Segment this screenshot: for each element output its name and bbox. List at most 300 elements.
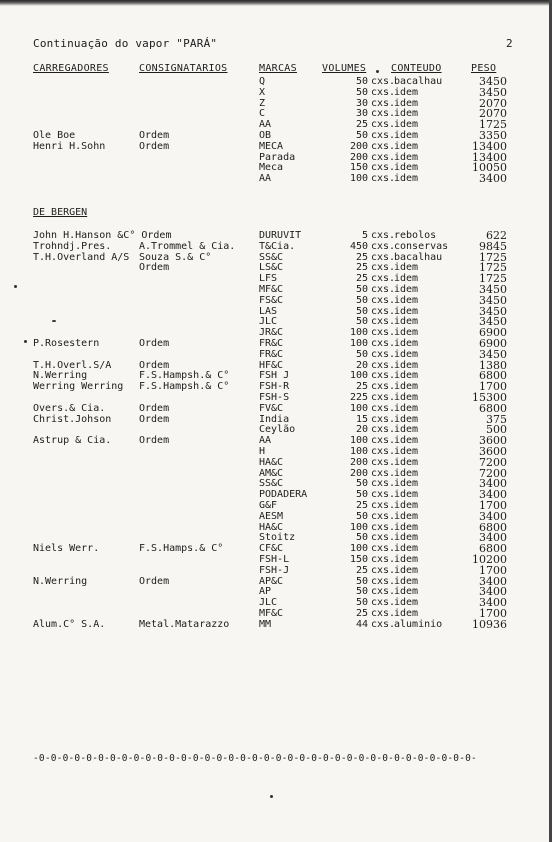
peso-cell: 3600 [479, 444, 507, 458]
consignatario-cell: Ordem [139, 140, 170, 152]
volumes-cell: 50 [355, 86, 368, 98]
conteudo-cell: idem [394, 370, 419, 382]
marca-cell: OB [259, 129, 272, 141]
volumes-cell: 50 [355, 478, 368, 490]
carregador-cell: N.Werring [33, 370, 88, 382]
volumes-cell: 50 [355, 597, 368, 609]
marca-cell: JLC [259, 597, 278, 609]
unit-cell: cxs. [371, 456, 396, 468]
unit-cell: cxs. [371, 348, 396, 360]
marca-cell: LFS [259, 273, 278, 285]
volumes-cell: 100 [349, 337, 368, 349]
conteudo-cell: idem [394, 402, 419, 414]
consignatario-cell: Metal.Matarazzo [139, 618, 230, 630]
conteudo-cell: idem [394, 151, 419, 163]
conteudo-cell: idem [394, 327, 419, 339]
table-row [0, 239, 552, 253]
marca-cell: SS&C [259, 478, 284, 490]
unit-cell: cxs. [371, 305, 396, 317]
volumes-cell: 450 [349, 240, 368, 252]
volumes-cell: 100 [349, 327, 368, 339]
peso-cell: 3350 [479, 128, 507, 142]
peso-cell: 1725 [479, 272, 507, 286]
marca-cell: FS&C [259, 294, 284, 306]
carregador-cell: Werring Werring [33, 381, 124, 393]
marca-cell: FR&C [259, 337, 284, 349]
column-headers [0, 63, 552, 77]
peso-cell: 6800 [479, 369, 507, 383]
volumes-cell: 20 [355, 359, 368, 371]
volumes-cell: 100 [349, 173, 368, 185]
marca-cell: AA [259, 435, 272, 447]
conteudo-cell: idem [394, 564, 419, 576]
marca-cell: MF&C [259, 607, 284, 619]
volumes-cell: 30 [355, 108, 368, 120]
unit-cell: cxs. [371, 240, 396, 252]
unit-cell: cxs. [371, 597, 396, 609]
volumes-cell: 150 [349, 162, 368, 174]
volumes-cell: 100 [349, 402, 368, 414]
marca-cell: AP&C [259, 575, 284, 587]
marca-cell: FSH-J [259, 564, 290, 576]
footer-rule: -0-0-0-0-0-0-0-0-0-0-0-0-0-0-0-0-0-0-0-0-0-0-0-0-0-0-0-0-0-0-0-0-0-0-0-0-0- [33, 753, 477, 764]
scan-speck [24, 340, 27, 343]
volumes-cell: 25 [355, 119, 368, 131]
volumes-cell: 25 [355, 607, 368, 619]
marca-cell: AP [259, 586, 272, 598]
peso-cell: 3600 [479, 434, 507, 448]
volumes-cell: 25 [355, 499, 368, 511]
peso-cell: 3450 [479, 282, 507, 296]
consignatario-cell: F.S.Hampsh.& C° [139, 381, 230, 393]
carregador-cell: Henri H.Sohn [33, 140, 106, 152]
volumes-cell: 200 [349, 456, 368, 468]
conteudo-cell: idem [394, 489, 419, 501]
volumes-cell: 100 [349, 521, 368, 533]
peso-cell: 3400 [479, 574, 507, 588]
unit-cell: cxs. [371, 316, 396, 328]
volumes-cell: 200 [349, 467, 368, 479]
unit-cell: cxs. [371, 543, 396, 555]
peso-cell: 500 [486, 423, 507, 437]
consignatario-cell: Ordem [139, 402, 170, 414]
marca-cell: Ceylão [259, 424, 296, 436]
marca-cell: FSH-L [259, 553, 290, 565]
marca-cell: Parada [259, 151, 296, 163]
conteudo-cell: idem [394, 499, 419, 511]
unit-cell: cxs. [371, 435, 396, 447]
conteudo-cell: conservas [394, 240, 449, 252]
marca-cell: HF&C [259, 359, 284, 371]
carregador-cell: P.Rosestern [33, 337, 100, 349]
table-row [0, 174, 552, 185]
unit-cell: cxs. [371, 532, 396, 544]
unit-cell: cxs. [371, 140, 396, 152]
marca-cell: H [259, 445, 266, 457]
marca-cell: AESM [259, 510, 284, 522]
marca-cell: CF&C [259, 543, 284, 555]
unit-cell: cxs. [371, 129, 396, 141]
peso-cell: 6900 [479, 326, 507, 340]
unit-cell: cxs. [371, 510, 396, 522]
marca-cell: PODADERA [259, 489, 308, 501]
volumes-cell: 225 [349, 391, 368, 403]
unit-cell: cxs. [371, 86, 396, 98]
unit-cell: cxs. [371, 618, 396, 630]
conteudo-cell: idem [394, 97, 419, 109]
volumes-cell: 15 [355, 413, 368, 425]
peso-cell: 2070 [479, 96, 507, 110]
conteudo-cell: idem [394, 467, 419, 479]
table-row [0, 77, 552, 88]
marca-cell: T&Cia. [259, 240, 296, 252]
marca-cell: AM&C [259, 467, 284, 479]
peso-cell: 1380 [479, 358, 507, 372]
header-consignatarios: CONSIGNATARIOS [139, 63, 228, 74]
table-row [0, 120, 552, 131]
carregador-cell: Ole Boe [33, 129, 76, 141]
volumes-cell: 50 [355, 305, 368, 317]
table-row [0, 139, 552, 153]
volumes-cell: 25 [355, 381, 368, 393]
volumes-cell: 200 [349, 140, 368, 152]
scan-speck [376, 70, 379, 73]
carregador-cell: Christ.Johson [33, 413, 112, 425]
marca-cell: FV&C [259, 402, 284, 414]
volumes-cell: 200 [349, 151, 368, 163]
page-number: 2 [506, 37, 513, 50]
volumes-cell: 50 [355, 489, 368, 501]
peso-cell: 3450 [479, 304, 507, 318]
marca-cell: FSH-R [259, 381, 290, 393]
peso-cell: 1725 [479, 118, 507, 132]
unit-cell: cxs. [371, 564, 396, 576]
volumes-cell: 100 [349, 543, 368, 555]
peso-cell: 13400 [472, 150, 507, 164]
peso-cell: 7200 [479, 455, 507, 469]
consignatario-cell: Ordem [139, 262, 170, 274]
volumes-cell: 25 [355, 273, 368, 285]
marca-cell: X [259, 86, 266, 98]
peso-cell: 3400 [479, 509, 507, 523]
volumes-cell: 50 [355, 316, 368, 328]
conteudo-cell: idem [394, 597, 419, 609]
scan-top-edge [0, 0, 552, 6]
volumes-cell: 50 [355, 283, 368, 295]
unit-cell: cxs. [371, 445, 396, 457]
peso-cell: 3450 [479, 293, 507, 307]
table-row [0, 401, 552, 415]
peso-cell: 3400 [479, 585, 507, 599]
unit-cell: cxs. [371, 370, 396, 382]
conteudo-cell: idem [394, 294, 419, 306]
unit-cell: cxs. [371, 119, 396, 131]
marca-cell: DURUVIT [259, 230, 302, 241]
unit-cell: cxs. [371, 273, 396, 285]
scan-speck [270, 795, 273, 798]
unit-cell: cxs. [371, 108, 396, 120]
marca-cell: FSH J [259, 370, 290, 382]
unit-cell: cxs. [371, 327, 396, 339]
peso-cell: 1700 [479, 563, 507, 577]
volumes-cell: 20 [355, 424, 368, 436]
unit-cell: cxs. [371, 359, 396, 371]
conteudo-cell: idem [394, 129, 419, 141]
marca-cell: MF&C [259, 283, 284, 295]
volumes-cell: 25 [355, 564, 368, 576]
volumes-cell: 50 [355, 294, 368, 306]
conteudo-cell: idem [394, 456, 419, 468]
peso-cell: 1725 [479, 250, 507, 264]
table-row [0, 509, 552, 523]
volumes-cell: 30 [355, 97, 368, 109]
table-row [0, 163, 552, 174]
conteudo-cell: idem [394, 510, 419, 522]
peso-cell: 7200 [479, 466, 507, 480]
page-title: Continuação do vapor "PARÁ" [33, 37, 218, 50]
unit-cell: cxs. [371, 251, 396, 263]
peso-cell: 10050 [472, 161, 507, 175]
conteudo-cell: bacalhau [394, 76, 443, 87]
marca-cell: HA&C [259, 456, 284, 468]
conteudo-cell: idem [394, 521, 419, 533]
conteudo-cell: idem [394, 316, 419, 328]
table-row [0, 293, 552, 307]
header-conteudo: CONTEUDO [391, 63, 442, 74]
unit-cell: cxs. [371, 467, 396, 479]
marca-cell: LS&C [259, 262, 284, 274]
peso-cell: 1725 [479, 261, 507, 275]
marca-cell: Z [259, 97, 266, 109]
volumes-cell: 50 [355, 586, 368, 598]
unit-cell: cxs. [371, 381, 396, 393]
consignatario-cell: Ordem [139, 359, 170, 371]
marca-cell: FR&C [259, 348, 284, 360]
marca-cell: AA [259, 119, 272, 131]
conteudo-cell: idem [394, 86, 419, 98]
consignatario-cell: Souza S.& C° [139, 251, 212, 263]
carregador-cell: N.Werring [33, 575, 88, 587]
scan-speck [52, 320, 56, 322]
unit-cell: cxs. [371, 262, 396, 274]
consignatario-cell: Ordem [139, 337, 170, 349]
carregador-cell: Overs.& Cia. [33, 402, 106, 414]
conteudo-cell: idem [394, 607, 419, 619]
unit-cell: cxs. [371, 575, 396, 587]
manifest-table-bergen [0, 231, 552, 630]
carregador-cell: T.H.Overl.S/A [33, 359, 112, 371]
table-row [0, 563, 552, 577]
unit-cell: cxs. [371, 521, 396, 533]
marca-cell: FSH-S [259, 391, 290, 403]
peso-cell: 3450 [479, 75, 507, 88]
conteudo-cell: idem [394, 359, 419, 371]
consignatario-cell: F.S.Hamps.& C° [139, 543, 224, 555]
table-row [0, 85, 552, 99]
unit-cell: cxs. [371, 230, 396, 241]
marca-cell: Stoitz [259, 532, 296, 544]
peso-cell: 1700 [479, 606, 507, 620]
conteudo-cell: idem [394, 532, 419, 544]
conteudo-cell: idem [394, 273, 419, 285]
table-row [0, 574, 552, 588]
marca-cell: HA&C [259, 521, 284, 533]
volumes-cell: 100 [349, 370, 368, 382]
table-row [0, 96, 552, 110]
volumes-cell: 50 [355, 532, 368, 544]
consignatario-cell: A.Trommel & Cia. [139, 240, 236, 252]
peso-cell: 622 [486, 229, 507, 242]
conteudo-cell: idem [394, 424, 419, 436]
peso-cell: 3450 [479, 347, 507, 361]
table-row [0, 455, 552, 469]
conteudo-cell: idem [394, 575, 419, 587]
unit-cell: cxs. [371, 151, 396, 163]
peso-cell: 6800 [479, 542, 507, 556]
unit-cell: cxs. [371, 402, 396, 414]
conteudo-cell: idem [394, 445, 419, 457]
unit-cell: cxs. [371, 294, 396, 306]
unit-cell: cxs. [371, 337, 396, 349]
marca-cell: Q [259, 76, 266, 87]
carregador-cell: Alum.C° S.A. [33, 618, 106, 630]
carregador-cell: John H.Hanson &C° Ordem [33, 230, 172, 241]
unit-cell: cxs. [371, 553, 396, 565]
conteudo-cell: idem [394, 413, 419, 425]
consignatario-cell: Ordem [139, 129, 170, 141]
unit-cell: cxs. [371, 489, 396, 501]
consignatario-cell: Ordem [139, 413, 170, 425]
peso-cell: 6800 [479, 401, 507, 415]
conteudo-cell: idem [394, 381, 419, 393]
unit-cell: cxs. [371, 478, 396, 490]
carregador-cell: Astrup & Cia. [33, 435, 112, 447]
marca-cell: C [259, 108, 266, 120]
marca-cell: MM [259, 618, 272, 630]
unit-cell: cxs. [371, 173, 396, 185]
consignatario-cell: Ordem [139, 575, 170, 587]
unit-cell: cxs. [371, 413, 396, 425]
table-row [0, 436, 552, 447]
peso-cell: 3450 [479, 85, 507, 99]
carregador-cell: Niels Werr. [33, 543, 100, 555]
peso-cell: 3400 [479, 488, 507, 502]
peso-cell: 15300 [472, 390, 507, 404]
marca-cell: AA [259, 173, 272, 185]
conteudo-cell: idem [394, 119, 419, 131]
conteudo-cell: idem [394, 162, 419, 174]
unit-cell: cxs. [371, 76, 396, 87]
conteudo-cell: rebolos [394, 230, 437, 241]
volumes-cell: 50 [355, 510, 368, 522]
marca-cell: JR&C [259, 327, 284, 339]
unit-cell: cxs. [371, 607, 396, 619]
peso-cell: 3450 [479, 315, 507, 329]
peso-cell: 3400 [479, 477, 507, 491]
peso-cell: 13400 [472, 139, 507, 153]
volumes-cell: 150 [349, 553, 368, 565]
conteudo-cell: aluminio [394, 618, 443, 630]
header-marcas: MARCAS [259, 63, 297, 74]
volumes-cell: 50 [355, 129, 368, 141]
header-peso: PESO [471, 63, 497, 74]
conteudo-cell: idem [394, 305, 419, 317]
unit-cell: cxs. [371, 424, 396, 436]
table-row [0, 109, 552, 120]
marca-cell: JLC [259, 316, 278, 328]
conteudo-cell: idem [394, 337, 419, 349]
conteudo-cell: idem [394, 478, 419, 490]
marca-cell: MECA [259, 140, 284, 152]
marca-cell: LAS [259, 305, 278, 317]
conteudo-cell: idem [394, 435, 419, 447]
volumes-cell: 44 [355, 618, 368, 630]
unit-cell: cxs. [371, 97, 396, 109]
volumes-cell: 100 [349, 445, 368, 457]
volumes-cell: 50 [355, 575, 368, 587]
unit-cell: cxs. [371, 391, 396, 403]
scan-speck [14, 285, 17, 288]
peso-cell: 10936 [472, 617, 507, 631]
table-row [0, 617, 552, 631]
conteudo-cell: idem [394, 391, 419, 403]
peso-cell: 2070 [479, 107, 507, 121]
peso-cell: 10200 [472, 552, 507, 566]
conteudo-cell: idem [394, 108, 419, 120]
conteudo-cell: idem [394, 173, 419, 185]
section-label: DE BERGEN [33, 207, 88, 218]
peso-cell: 6800 [479, 520, 507, 534]
unit-cell: cxs. [371, 283, 396, 295]
conteudo-cell: bacalhau [394, 251, 443, 263]
marca-cell: G&F [259, 499, 278, 511]
unit-cell: cxs. [371, 499, 396, 511]
consignatario-cell: Ordem [139, 435, 170, 447]
marca-cell: SS&C [259, 251, 284, 263]
marca-cell: India [259, 413, 290, 425]
volumes-cell: 25 [355, 251, 368, 263]
unit-cell: cxs. [371, 162, 396, 174]
conteudo-cell: idem [394, 140, 419, 152]
peso-cell: 6900 [479, 336, 507, 350]
peso-cell: 1700 [479, 498, 507, 512]
conteudo-cell: idem [394, 553, 419, 565]
carregador-cell: T.H.Overland A/S [33, 251, 130, 263]
peso-cell: 3400 [479, 531, 507, 545]
conteudo-cell: idem [394, 262, 419, 274]
carregador-cell: Trohndj.Pres. [33, 240, 112, 252]
peso-cell: 9845 [479, 239, 507, 253]
volumes-cell: 50 [355, 348, 368, 360]
table-row [0, 347, 552, 361]
volumes-cell: 25 [355, 262, 368, 274]
header-carregadores: CARREGADORES [33, 63, 109, 74]
peso-cell: 3400 [479, 596, 507, 610]
conteudo-cell: idem [394, 543, 419, 555]
conteudo-cell: idem [394, 586, 419, 598]
header-volumes: VOLUMES [322, 63, 367, 74]
peso-cell: 375 [486, 412, 507, 426]
conteudo-cell: idem [394, 283, 419, 295]
conteudo-cell: idem [394, 348, 419, 360]
volumes-cell: 5 [361, 230, 368, 241]
volumes-cell: 50 [355, 76, 368, 87]
marca-cell: Meca [259, 162, 284, 174]
consignatario-cell: F.S.Hampsh.& C° [139, 370, 230, 382]
peso-cell: 1700 [479, 380, 507, 394]
manifest-table-top [0, 77, 552, 185]
unit-cell: cxs. [371, 586, 396, 598]
